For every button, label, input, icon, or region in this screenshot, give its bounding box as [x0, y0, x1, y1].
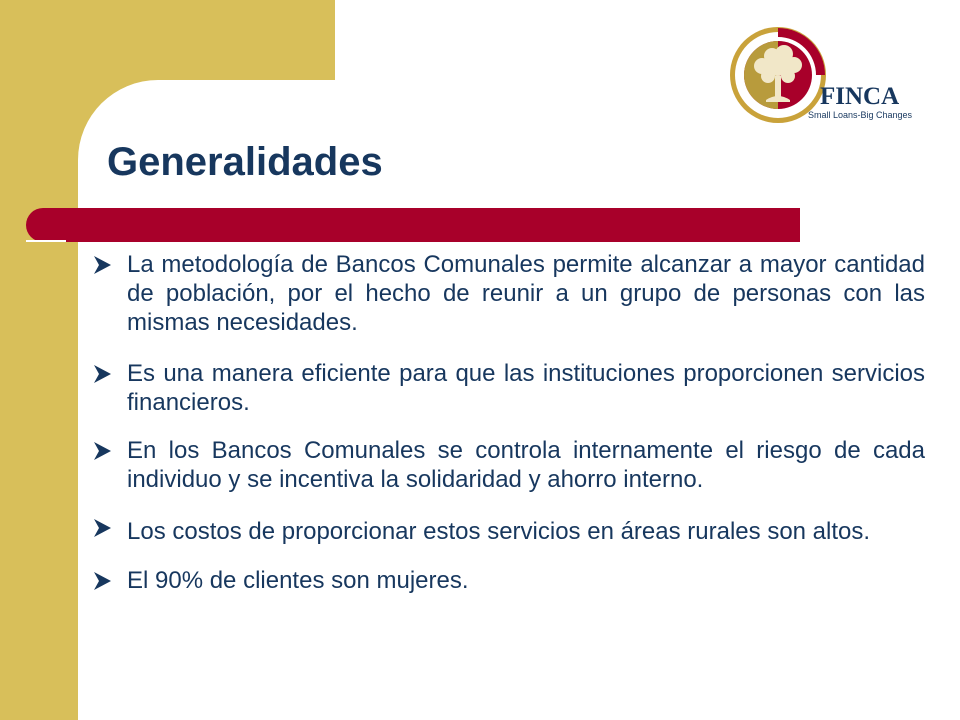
bullet-text: Es una manera eficiente para que las instituciones proporcionen servicios financieros.: [127, 360, 925, 416]
bullet-text: El 90% de clientes son mujeres.: [127, 567, 469, 594]
logo-tagline: Small Loans-Big Changes: [808, 110, 913, 120]
bullet-item: [92, 513, 925, 550]
arrowhead-bullet-icon: [92, 363, 114, 385]
slide-title: Generalidades: [107, 140, 383, 184]
bullet-text: En los Bancos Comunales se controla internamente el riesgo de cada individuo y se incentiva la solidaridad y ahorro interno.: [127, 437, 925, 493]
logo-wordmark: FINCA: [820, 83, 900, 110]
bar-edge-accent: [26, 240, 66, 242]
bullet-item: [92, 436, 925, 494]
bullet-list: [92, 250, 925, 595]
bullet-item: [92, 250, 925, 337]
bullet-item: [92, 566, 925, 595]
finca-logo: [726, 20, 946, 130]
arrowhead-bullet-icon: [92, 570, 114, 592]
bullet-text: La metodología de Bancos Comunales permite alcanzar a mayor cantidad de población, por el hecho de reunir a un grupo de personas con las mismas necesidades.: [127, 251, 925, 336]
arrowhead-bullet-icon: [92, 517, 114, 539]
arrowhead-bullet-icon: [92, 440, 114, 462]
bullet-text: Los costos de proporcionar estos servicios en áreas rurales son altos.: [127, 518, 871, 545]
arrowhead-bullet-icon: [92, 254, 114, 276]
gold-side-band: [0, 0, 78, 720]
title-underline-bar: [26, 208, 800, 242]
bullet-item: [92, 359, 925, 417]
